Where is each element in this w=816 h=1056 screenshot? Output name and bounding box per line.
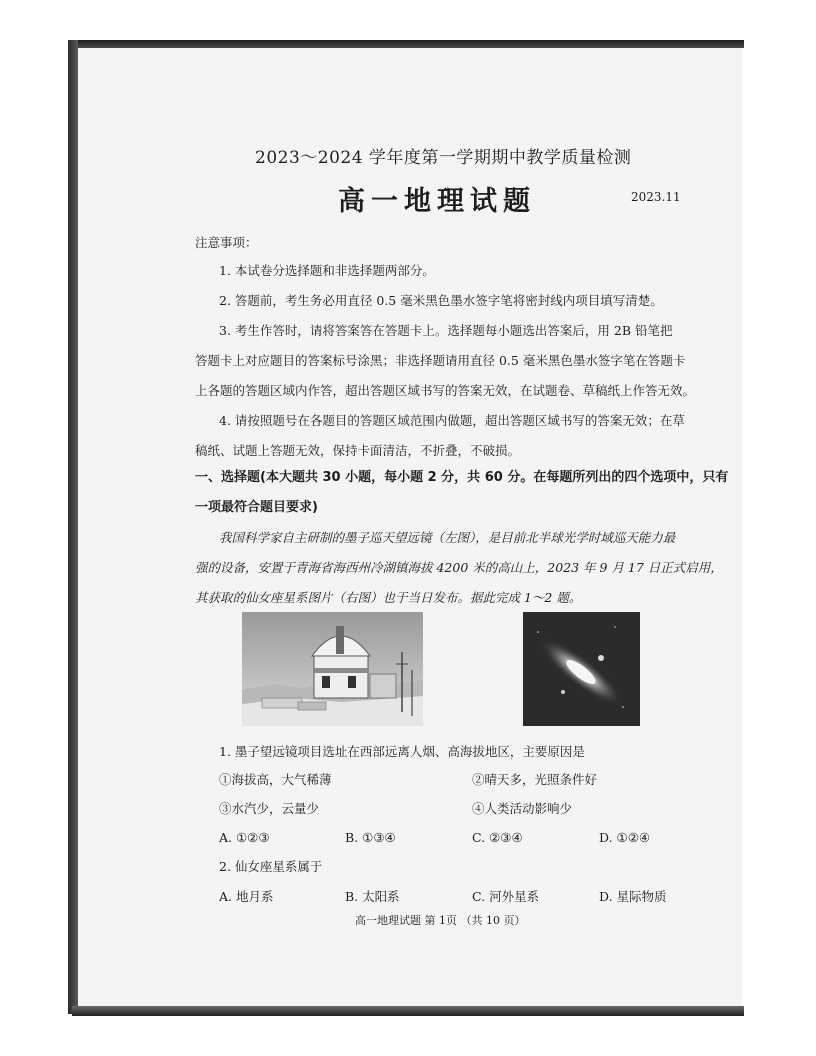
andromeda-galaxy-photo (523, 612, 640, 726)
notice-item-3-line-1: 3. 考生作答时，请将答案答在答题卡上。选择题每小题选出答案后，用 2B 铅笔把 (219, 323, 673, 338)
passage-line-2: 强的设备，安置于青海省海西州冷湖镇海拔 4200 米的高山上，2023 年 9 月 17 日正式启用， (195, 560, 723, 575)
exam-date: 2023.11 (631, 190, 681, 204)
question-1-option-4: ④人类活动影响少 (472, 801, 573, 816)
telescope-photo (242, 612, 423, 726)
passage-line-3: 其获取的仙女座星系图片（右图）也于当日发布。据此完成 1～2 题。 (195, 590, 582, 605)
question-1-option-2: ②晴天多，光照条件好 (472, 772, 598, 787)
question-1-choice-c: C. ②③④ (472, 830, 523, 845)
question-1-choice-b: B. ①③④ (345, 830, 396, 845)
notice-item-4-line-1: 4. 请按照题号在各题目的答题区域范围内做题，超出答题区域书写的答案无效；在草 (219, 413, 685, 428)
question-2-choice-d: D. 星际物质 (599, 889, 667, 904)
question-2-choice-c: C. 河外星系 (472, 889, 540, 904)
notice-item-4-line-2: 稿纸、试题上答题无效，保持卡面清洁，不折叠，不破损。 (195, 443, 521, 458)
notice-item-3-line-2: 答题卡上对应题目的答案标号涂黑；非选择题请用直径 0.5 毫米黑色墨水签字笔在答题卡 (195, 353, 686, 368)
notice-heading: 注意事项： (195, 235, 258, 250)
scan-bottom-edge (72, 1006, 744, 1016)
scan-left-edge (68, 40, 78, 1014)
notice-item-2: 2. 答题前，考生务必用直径 0.5 毫米黑色墨水签字笔将密封线内项目填写清楚。 (219, 293, 663, 308)
question-1-choice-a: A. ①②③ (219, 830, 270, 845)
question-2-choice-a: A. 地月系 (219, 889, 274, 904)
question-1-choice-d: D. ①②④ (599, 830, 651, 845)
question-1-stem: 1. 墨子望远镜项目选址在西部远离人烟、高海拔地区，主要原因是 (219, 744, 585, 759)
question-2-choice-b: B. 太阳系 (345, 889, 400, 904)
notice-item-1: 1. 本试卷分选择题和非选择题两部分。 (219, 263, 435, 278)
section-heading-line-2: 一项最符合题目要求) (195, 500, 318, 515)
scan-top-edge (72, 40, 744, 48)
exam-title: 2023～2024 学年度第一学期期中教学质量检测 (255, 148, 632, 168)
section-heading-line-1: 一、选择题(本大题共 30 小题，每小题 2 分，共 60 分。在每题所列出的四个选项中，只有 (195, 470, 729, 485)
page-footer: 高一地理试题 第 1页 （共 10 页） (355, 914, 526, 927)
notice-item-3-line-3: 上各题的答题区域内作答，超出答题区域书写的答案无效，在试题卷、草稿纸上作答无效。 (195, 383, 696, 398)
question-1-option-1: ①海拔高，大气稀薄 (219, 772, 332, 787)
question-1-option-3: ③水汽少，云量少 (219, 801, 320, 816)
question-2-stem: 2. 仙女座星系属于 (219, 859, 323, 874)
passage-line-1: 我国科学家自主研制的墨子巡天望远镜（左图），是目前北半球光学时域巡天能力最 (219, 530, 676, 545)
subject-title: 高一地理试题 (338, 186, 536, 217)
